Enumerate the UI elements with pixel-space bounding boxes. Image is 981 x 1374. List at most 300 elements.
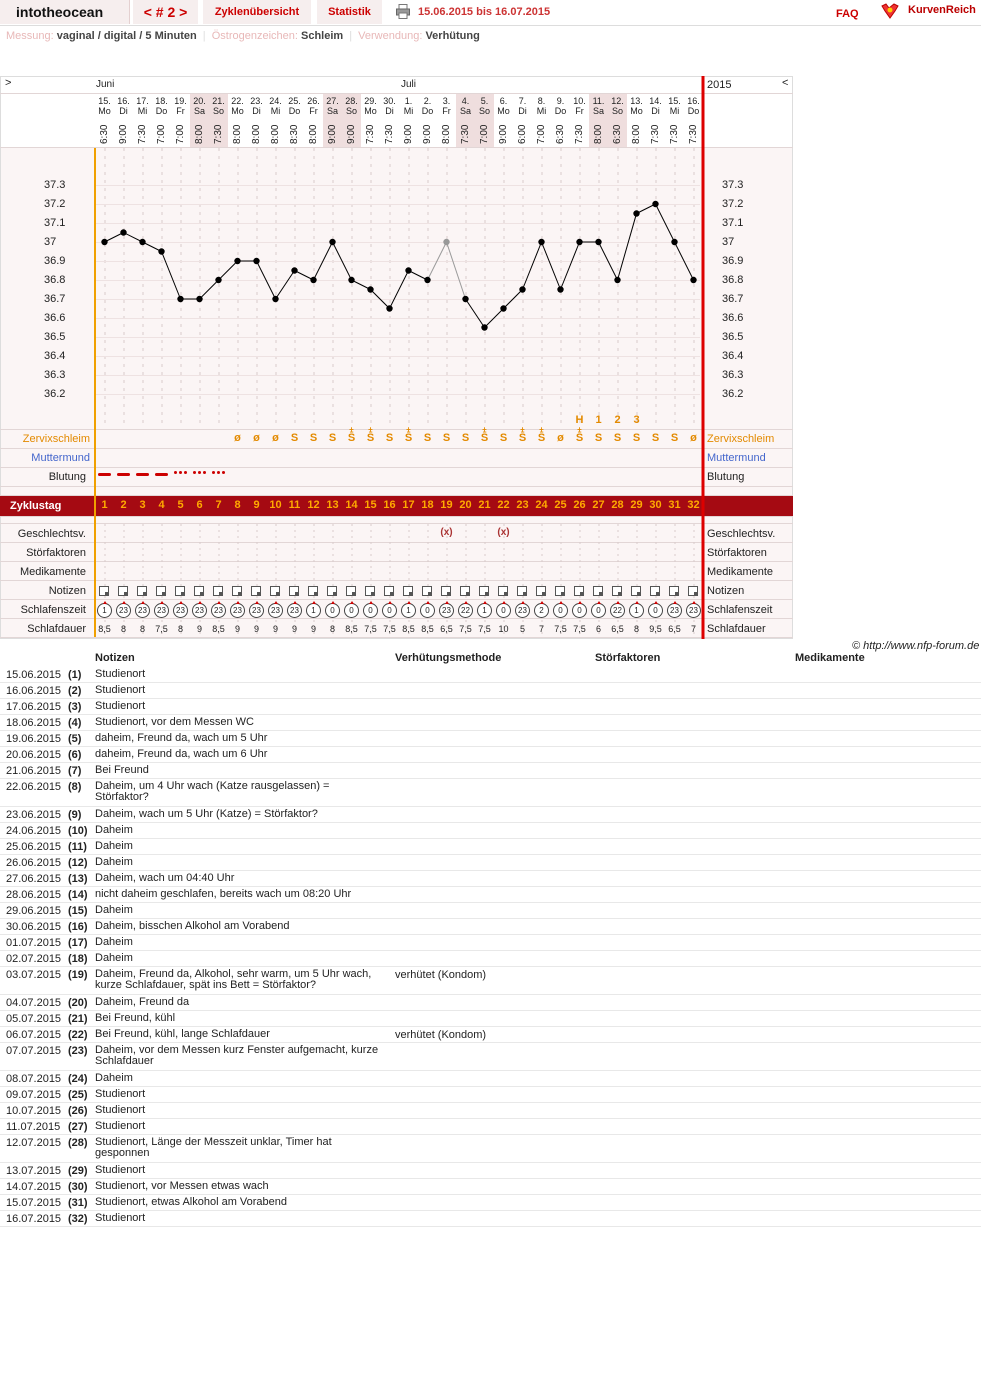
note-day-index: (21) — [68, 1013, 88, 1025]
notes-row — [0, 871, 981, 887]
year-label: 2015 — [707, 79, 732, 91]
clock-hand-icon — [293, 601, 297, 604]
clock-hand-icon — [407, 601, 411, 604]
note-day-index: (14) — [68, 889, 88, 901]
cervical-mucus-symbol: S — [651, 432, 660, 444]
cycle-day-number: 21 — [478, 499, 491, 511]
note-icon[interactable] — [194, 586, 204, 596]
y-tick-left: 36.2 — [44, 388, 66, 400]
sleep-duration: 9 — [310, 624, 316, 634]
notes-row — [0, 855, 981, 871]
note-day-index: (11) — [68, 841, 87, 853]
notes-row — [0, 1211, 981, 1227]
sleep-duration: 7 — [690, 624, 696, 634]
note-icon[interactable] — [251, 586, 261, 596]
note-icon[interactable] — [270, 586, 280, 596]
bedtime-clock-icon — [287, 603, 302, 618]
cervical-mucus-symbol: S̄ + — [361, 432, 380, 444]
y-tick-left: 37 — [44, 236, 57, 248]
tab-cycle-overview[interactable]: Zyklenübersicht — [203, 0, 311, 24]
note-corner — [238, 592, 242, 596]
measure-time-text: 9:00 — [346, 124, 357, 144]
day-date: 25. — [288, 96, 301, 106]
note-date: 26.06.2015 — [6, 857, 62, 869]
curve-segment — [428, 242, 447, 280]
curve-segment — [561, 242, 580, 290]
note-text: Studienort — [95, 1088, 146, 1100]
measure-time-text: 6:30 — [99, 124, 110, 144]
note-corner — [105, 592, 109, 596]
y-tick-left: 36.6 — [44, 312, 66, 324]
day-date: 5. — [480, 96, 489, 106]
curve-segment — [200, 280, 219, 299]
clock-hand-icon — [597, 601, 601, 604]
sleep-duration: 8 — [177, 624, 183, 634]
temperature-point — [671, 239, 677, 245]
note-text: Daheim, Freund da — [95, 996, 190, 1008]
sleep-duration: 8 — [120, 624, 126, 634]
bedtime-value: 0 — [501, 606, 506, 615]
measure-time-text: 8:00 — [631, 124, 642, 144]
notes-row — [0, 951, 981, 967]
note-date: 22.06.2015 — [6, 781, 62, 793]
measure-time-text: 9:00 — [422, 124, 433, 144]
note-corner — [295, 592, 299, 596]
note-icon[interactable] — [555, 586, 565, 596]
note-icon[interactable] — [384, 586, 394, 596]
note-icon[interactable] — [137, 586, 147, 596]
y-tick-right: 37.1 — [722, 217, 744, 229]
day-date: 6. — [499, 96, 508, 106]
day-weekday: Fr — [575, 106, 584, 116]
note-text: Studienort, vor Messen etwas wach — [95, 1180, 269, 1192]
note-text: Daheim — [95, 840, 133, 852]
bedtime-clock-icon — [192, 603, 207, 618]
cervical-mucus-symbol: S̄ + — [399, 432, 418, 444]
notes-row — [0, 935, 981, 951]
measure-time-text: 7:30 — [669, 124, 680, 144]
note-day-index: (3) — [68, 701, 82, 713]
label-disturbances: Störfaktoren — [26, 547, 86, 559]
clock-hand-icon — [616, 601, 620, 604]
note-icon[interactable] — [593, 586, 603, 596]
bedtime-value: 23 — [271, 606, 280, 615]
notes-row — [0, 967, 981, 995]
note-text: Studienort — [95, 700, 146, 712]
measure-value: vaginal / digital / 5 Minuten — [56, 30, 197, 42]
label-bedtime-right: Schlafenszeit — [707, 604, 773, 616]
cycle-day-number: 16 — [383, 499, 396, 511]
note-icon[interactable] — [517, 586, 527, 596]
curve-segment — [390, 271, 409, 309]
notes-row — [0, 1027, 981, 1043]
top-bar — [0, 0, 981, 26]
notes-row — [0, 1071, 981, 1087]
sleep-duration: 5 — [519, 624, 525, 634]
note-text: Studienort — [95, 684, 146, 696]
day-weekday: Mi — [270, 106, 281, 116]
mucus-plus-icon: + — [577, 425, 582, 434]
temperature-point — [120, 229, 126, 235]
cycle-day-number: 26 — [573, 499, 586, 511]
temperature-point — [690, 277, 696, 283]
clock-hand-icon — [578, 601, 582, 604]
day-weekday: So — [212, 106, 224, 116]
curve-segment — [504, 290, 523, 309]
sleep-duration: 8 — [329, 624, 335, 634]
note-icon[interactable] — [175, 586, 185, 596]
cervical-mucus-symbol: ø — [557, 432, 564, 444]
note-corner — [447, 592, 451, 596]
note-icon[interactable] — [422, 586, 432, 596]
month-june: Juni — [96, 79, 115, 90]
note-day-index: (23) — [68, 1045, 88, 1057]
note-text: nicht daheim geschlafen, bereits wach um 08:20 Uhr — [95, 888, 352, 900]
note-corner — [580, 592, 584, 596]
measure-time-text: 7:30 — [460, 124, 471, 144]
y-tick-right: 36.3 — [722, 369, 744, 381]
day-date: 4. — [461, 96, 470, 106]
bleeding-dot — [217, 471, 220, 474]
print-icon[interactable] — [396, 4, 410, 19]
bedtime-clock-icon — [686, 603, 701, 618]
cycle-day-number: 4 — [158, 499, 165, 511]
cycle-day-number: 14 — [345, 499, 358, 511]
cervical-mucus-symbol: S̄ + — [475, 432, 494, 444]
label-bleeding-right: Blutung — [707, 471, 745, 483]
curve-segment — [371, 290, 390, 309]
measure-time-text: 8:00 — [194, 124, 205, 144]
bleeding-light-icon — [174, 471, 187, 474]
note-date: 03.07.2015 — [6, 969, 62, 981]
note-text: Studienort, vor dem Messen WC — [95, 716, 254, 728]
day-weekday: Fr — [176, 106, 185, 116]
measure-time-text: 8:00 — [251, 124, 262, 144]
day-date: 29. — [364, 96, 377, 106]
temperature-curve — [0, 76, 793, 639]
bedtime-clock-icon — [154, 603, 169, 618]
clock-hand-icon — [483, 601, 487, 604]
note-text: Daheim, Freund da, Alkohol, sehr warm, um 5 Uhr wach, kurze Schlafdauer, spät ins Bett = Störfaktor? — [95, 968, 372, 991]
note-day-index: (9) — [68, 809, 82, 821]
y-tick-left: 36.8 — [44, 274, 66, 286]
day-date: 19. — [174, 96, 187, 106]
clock-hand-icon — [426, 601, 430, 604]
y-tick-left: 36.3 — [44, 369, 66, 381]
bedtime-value: 0 — [577, 606, 582, 615]
note-date: 16.07.2015 — [6, 1213, 62, 1225]
brand-link[interactable]: KurvenReich — [908, 4, 976, 16]
cycle-navigator[interactable]: < # 2 > — [133, 0, 198, 24]
day-date: 7. — [518, 96, 527, 106]
clock-hand-icon — [141, 601, 145, 604]
y-tick-left: 37.2 — [44, 198, 66, 210]
day-date: 22. — [231, 96, 244, 106]
note-day-index: (12) — [68, 857, 88, 869]
note-day-index: (13) — [68, 873, 88, 885]
note-corner — [694, 592, 698, 596]
note-text: Daheim, um 4 Uhr wach (Katze rausgelassen) = Störfaktor? — [95, 780, 330, 803]
notes-row — [0, 823, 981, 839]
bedtime-clock-icon — [249, 603, 264, 618]
notes-row — [0, 683, 981, 699]
note-text: Daheim, wach um 5 Uhr (Katze) = Störfaktor? — [95, 808, 318, 820]
clock-hand-icon — [236, 601, 240, 604]
tab-statistics[interactable]: Statistik — [317, 0, 382, 24]
note-icon[interactable] — [156, 586, 166, 596]
temperature-point — [177, 296, 183, 302]
note-icon[interactable] — [631, 586, 641, 596]
note-corner — [561, 592, 565, 596]
cycle-day-number: 17 — [402, 499, 415, 511]
cycle-day-number: 12 — [307, 499, 320, 511]
estrogen-value: Schleim — [301, 30, 344, 42]
sleep-duration: 10 — [498, 624, 509, 634]
curve-segment — [314, 242, 333, 280]
note-text: Studienort — [95, 1104, 146, 1116]
note-icon[interactable] — [403, 586, 413, 596]
bedtime-clock-icon — [230, 603, 245, 618]
clock-hand-icon — [445, 601, 449, 604]
note-icon[interactable] — [650, 586, 660, 596]
label-notes: Notizen — [48, 585, 86, 597]
note-icon[interactable] — [536, 586, 546, 596]
nav-prev-button[interactable]: > — [5, 77, 12, 89]
cycle-chart — [0, 76, 793, 639]
note-corner — [314, 592, 318, 596]
note-icon[interactable] — [441, 586, 451, 596]
curve-segment — [162, 252, 181, 300]
note-text: Studienort — [95, 1212, 146, 1224]
note-icon[interactable] — [574, 586, 584, 596]
cycle-day-number: 3 — [139, 499, 146, 511]
label-cervical-mucus: Zervixschleim — [22, 433, 90, 445]
bedtime-value: 23 — [214, 606, 223, 615]
bedtime-clock-icon — [648, 603, 663, 618]
clock-hand-icon — [673, 601, 677, 604]
note-text: Studienort — [95, 1164, 146, 1176]
notes-row — [0, 667, 981, 683]
label-cervix-right: Muttermund — [707, 452, 766, 464]
cycle-day-number: 13 — [326, 499, 339, 511]
cycle-day-number: 28 — [611, 499, 624, 511]
bedtime-value: 0 — [425, 606, 430, 615]
note-date: 05.07.2015 — [6, 1013, 62, 1025]
y-tick-right: 36.2 — [722, 388, 744, 400]
bedtime-clock-icon — [610, 603, 625, 618]
temperature-point — [557, 286, 563, 292]
cervical-mucus-symbol: S — [632, 432, 641, 444]
sleep-duration: 9 — [291, 624, 297, 634]
note-day-index: (30) — [68, 1181, 88, 1193]
sleep-duration: 7,5 — [383, 624, 396, 634]
temperature-point — [196, 296, 202, 302]
curve-segment — [333, 242, 352, 280]
bedtime-value: 23 — [138, 606, 147, 615]
note-date: 27.06.2015 — [6, 873, 62, 885]
bedtime-clock-icon — [306, 603, 321, 618]
mucus-plus-icon: + — [539, 425, 544, 434]
note-day-index: (5) — [68, 733, 82, 745]
note-icon[interactable] — [688, 586, 698, 596]
bedtime-value: 0 — [596, 606, 601, 615]
note-icon[interactable] — [213, 586, 223, 596]
note-corner — [618, 592, 622, 596]
day-date: 11. — [592, 96, 605, 106]
cervical-mucus-symbol: S̄ + — [342, 432, 361, 444]
note-icon[interactable] — [308, 586, 318, 596]
bedtime-clock-icon — [116, 603, 131, 618]
day-date: 15. — [98, 96, 111, 106]
day-weekday: Di — [518, 106, 527, 116]
clock-hand-icon — [369, 601, 373, 604]
sleep-duration: 7,5 — [573, 624, 586, 634]
temperature-point — [234, 258, 240, 264]
cervical-mucus-symbol: S — [385, 432, 394, 444]
day-date: 3. — [442, 96, 451, 106]
note-icon[interactable] — [612, 586, 622, 596]
notes-row — [0, 1163, 981, 1179]
cervical-mucus-symbol: S — [423, 432, 432, 444]
curve-segment — [656, 204, 675, 242]
temperature-point — [481, 324, 487, 330]
label-intercourse: Geschlechtsv. — [17, 528, 86, 540]
clock-hand-icon — [217, 601, 221, 604]
bedtime-clock-icon — [135, 603, 150, 618]
cervical-mucus-symbol: S — [461, 432, 470, 444]
notes-row — [0, 1087, 981, 1103]
note-corner — [428, 592, 432, 596]
y-tick-left: 36.5 — [44, 331, 66, 343]
sleep-duration: 7,5 — [554, 624, 567, 634]
label-cycle-day: Zyklustag — [10, 500, 62, 512]
sleep-duration: 9 — [196, 624, 202, 634]
note-icon[interactable] — [118, 586, 128, 596]
note-icon[interactable] — [289, 586, 299, 596]
temperature-point — [101, 239, 107, 245]
bedtime-value: 0 — [653, 606, 658, 615]
day-date: 21. — [212, 96, 225, 106]
measure-time-text: 7:00 — [479, 124, 490, 144]
bedtime-clock-icon — [325, 603, 340, 618]
bleeding-dot — [184, 471, 187, 474]
label-bleeding: Blutung — [48, 471, 86, 483]
measure-time-text: 6:00 — [517, 124, 528, 144]
note-icon[interactable] — [498, 586, 508, 596]
bedtime-value: 23 — [670, 606, 679, 615]
use-value: Verhütung — [425, 30, 480, 42]
note-day-index: (17) — [68, 937, 88, 949]
note-corner — [390, 592, 394, 596]
note-icon[interactable] — [479, 586, 489, 596]
note-day-index: (32) — [68, 1213, 88, 1225]
note-text: Studienort, etwas Alkohol am Vorabend — [95, 1196, 288, 1208]
mucus-plus-icon: + — [482, 425, 487, 434]
note-day-index: (29) — [68, 1165, 88, 1177]
day-date: 27. — [326, 96, 339, 106]
note-day-index: (10) — [68, 825, 88, 837]
note-corner — [124, 592, 128, 596]
nav-next-button[interactable]: < — [782, 77, 789, 89]
note-icon[interactable] — [327, 586, 337, 596]
bedtime-value: 23 — [252, 606, 261, 615]
cervical-mucus-symbol: S — [594, 432, 603, 444]
note-corner — [675, 592, 679, 596]
cervical-mucus-symbol: S̄ + — [532, 432, 551, 444]
sleep-duration: 9 — [253, 624, 259, 634]
clock-hand-icon — [122, 601, 126, 604]
day-weekday: Do — [288, 106, 301, 116]
day-weekday: Sa — [592, 106, 604, 116]
note-icon[interactable] — [669, 586, 679, 596]
kurvenreich-logo-icon[interactable] — [880, 2, 900, 20]
temperature-point — [291, 267, 297, 273]
y-tick-left: 36.7 — [44, 293, 66, 305]
day-weekday: Fr — [309, 106, 318, 116]
note-corner — [276, 592, 280, 596]
col-header-notes: Notizen — [95, 652, 135, 664]
measure-time-text: 7:30 — [384, 124, 395, 144]
bleeding-light-icon — [193, 471, 206, 474]
day-weekday: Mi — [669, 106, 680, 116]
faq-link[interactable]: FAQ — [836, 8, 859, 20]
curve-segment — [542, 242, 561, 290]
bedtime-value: 1 — [311, 606, 316, 615]
bleeding-dot — [212, 471, 215, 474]
note-day-index: (26) — [68, 1105, 88, 1117]
curve-segment — [257, 261, 276, 299]
day-weekday: So — [345, 106, 357, 116]
bedtime-value: 0 — [330, 606, 335, 615]
note-icon[interactable] — [232, 586, 242, 596]
bleeding-light-icon — [212, 471, 225, 474]
note-icon[interactable] — [460, 586, 470, 596]
estrogen-label: Östrogenzeichen: — [211, 30, 298, 42]
note-day-index: (4) — [68, 717, 82, 729]
cervical-mucus-symbol: ø — [690, 432, 697, 444]
note-icon[interactable] — [99, 586, 109, 596]
bedtime-value: 23 — [176, 606, 185, 615]
notes-row — [0, 779, 981, 807]
cervical-mucus-symbol: S̄ + — [513, 432, 532, 444]
day-date: 16. — [687, 96, 700, 106]
cervical-mucus-symbol: S — [670, 432, 679, 444]
note-day-index: (2) — [68, 685, 82, 697]
temperature-point — [500, 305, 506, 311]
y-tick-left: 37.1 — [44, 217, 66, 229]
clock-hand-icon — [255, 601, 259, 604]
note-icon[interactable] — [365, 586, 375, 596]
clock-hand-icon — [274, 601, 278, 604]
cycle-day-number: 9 — [253, 499, 260, 511]
note-text: Studienort, Länge der Messzeit unklar, Timer hat gesponnen — [95, 1136, 332, 1159]
col-header-disturbances: Störfaktoren — [595, 652, 661, 664]
note-day-index: (28) — [68, 1137, 88, 1149]
bedtime-value: 23 — [157, 606, 166, 615]
day-weekday: Di — [119, 106, 128, 116]
cervical-mucus-symbol: ø — [234, 432, 241, 444]
measure-time-text: 8:00 — [308, 124, 319, 144]
sleep-duration: 6,5 — [611, 624, 624, 634]
note-icon[interactable] — [346, 586, 356, 596]
cycle-day-number: 20 — [459, 499, 472, 511]
note-text: Daheim — [95, 1072, 133, 1084]
temperature-point — [386, 305, 392, 311]
note-date: 14.07.2015 — [6, 1181, 62, 1193]
day-date: 20. — [193, 96, 206, 106]
evaluation-marker: 1 — [595, 414, 602, 426]
day-date: 16. — [117, 96, 130, 106]
